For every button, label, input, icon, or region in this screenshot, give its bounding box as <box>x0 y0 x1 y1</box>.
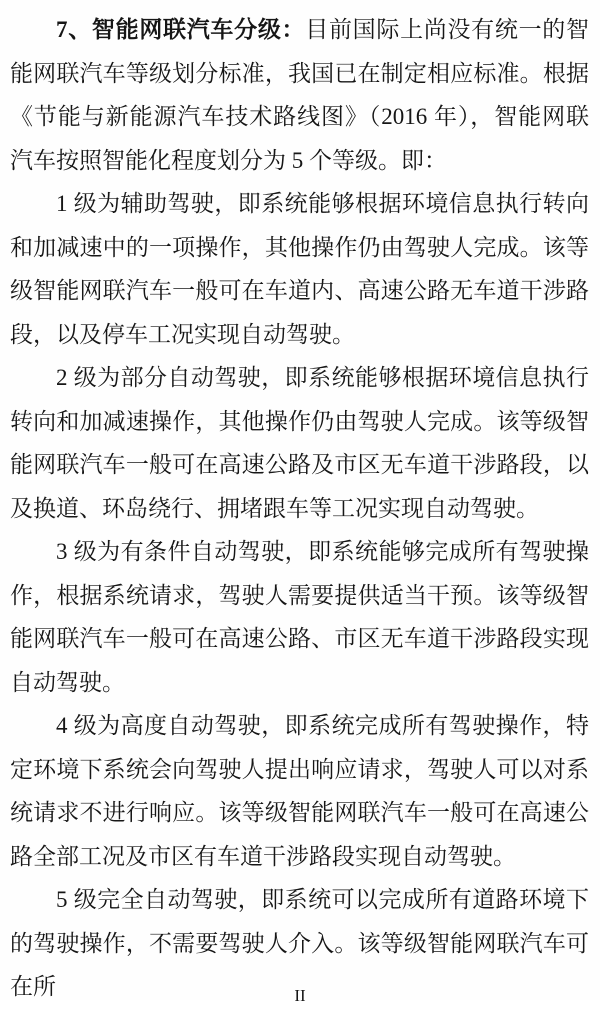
paragraph-level-4 <box>10 704 589 878</box>
paragraph-level-1 <box>10 182 589 356</box>
paragraph-text: 5 级完全自动驾驶，即系统可以完成所有道路环境下的驾驶操作，不需要驾驶人介入。该等级智能网联汽车可在所 <box>10 887 589 999</box>
paragraph-text: 4 级为高度自动驾驶，即系统完成所有驾驶操作，特定环境下系统会向驾驶人提出响应请求，驾驶人可以对系统请求不进行响应。该等级智能网联汽车一般可在高速公路全部工况及市区有车道干涉路段实现自动驾驶。 <box>10 713 589 869</box>
section-heading: 7、智能网联汽车分级： <box>56 17 306 42</box>
paragraph-level-3 <box>10 530 589 704</box>
paragraph-level-2 <box>10 356 589 530</box>
paragraph-text: 1 级为辅助驾驶，即系统能够根据环境信息执行转向和加减速中的一项操作，其他操作仍由驾驶人完成。该等级智能网联汽车一般可在车道内、高速公路无车道干涉路段，以及停车工况实现自动驾驶。 <box>10 191 589 347</box>
paragraph-text: 目前国际上尚没有统一的智能网联汽车等级划分标准，我国已在制定相应标准。根据《节能与新能源汽车技术路线图》（2016 年），智能网联汽车按照智能化程度划分为 5 个等级。即： <box>10 17 589 173</box>
page-number: II <box>294 986 306 1005</box>
paragraph-intro <box>10 8 589 182</box>
paragraph-text: 2 级为部分自动驾驶，即系统能够根据环境信息执行转向和加减速操作，其他操作仍由驾驶人完成。该等级智能网联汽车一般可在高速公路及市区无车道干涉路段，以及换道、环岛绕行、拥堵跟车等工况实现自动驾驶。 <box>10 365 589 521</box>
paragraph-text: 3 级为有条件自动驾驶，即系统能够完成所有驾驶操作，根据系统请求，驾驶人需要提供适当干预。该等级智能网联汽车一般可在高速公路、市区无车道干涉路段实现自动驾驶。 <box>10 539 589 695</box>
